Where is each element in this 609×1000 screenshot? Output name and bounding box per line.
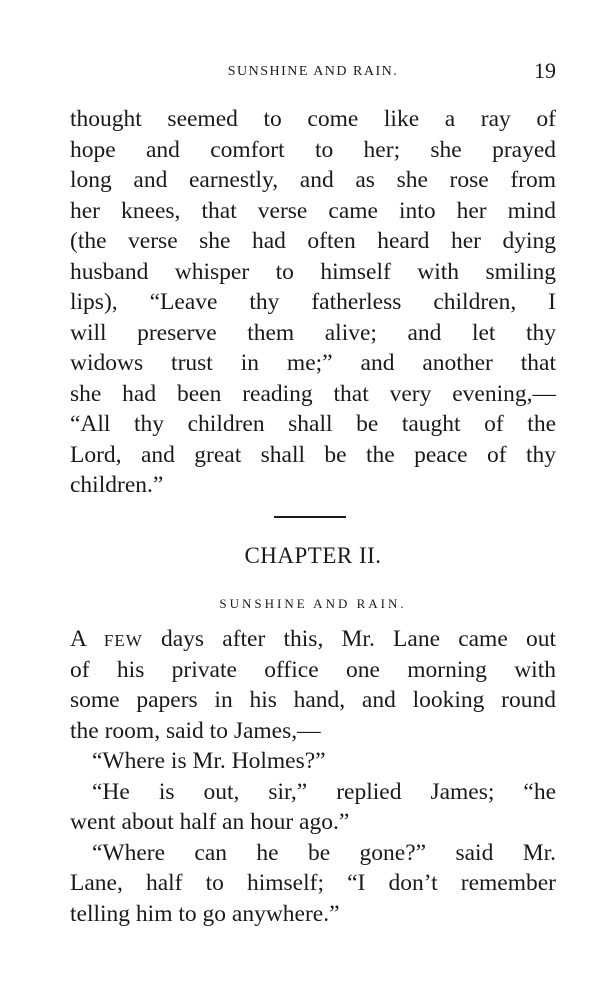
text-line [70, 624, 556, 655]
text-line: she had been reading that very evening,— [70, 380, 556, 407]
text-line: some papers in his hand, and looking round [70, 687, 556, 713]
dialogue-line: went about half an hour ago.” [70, 809, 350, 835]
text-line: (the verse she had often heard her dying [70, 228, 556, 254]
text-line: hope and comfort to her; she prayed [70, 136, 556, 163]
text-line: long and earnestly, and as she rose from [70, 167, 556, 193]
dialogue-block [70, 746, 556, 929]
dialogue-line: “Where can he be gone?” said Mr. [92, 839, 556, 866]
running-header [70, 58, 556, 88]
text-line: will preserve them alive; and let thy [70, 319, 556, 346]
text-line: children.” [70, 472, 164, 498]
paragraph-continuation [70, 104, 556, 501]
running-title: SUNSHINE AND RAIN. [227, 64, 399, 79]
dialogue-line: telling him to go anywhere.” [70, 900, 340, 927]
paragraph-chapter-opening [70, 624, 556, 746]
text-line: thought seemed to come like a ray of [70, 106, 556, 132]
text-line: Lord, and great shall be the peace of thy [70, 441, 556, 468]
opening-word: A [70, 626, 86, 652]
text-line: lips), “Leave thy fatherless children, I [70, 289, 556, 315]
text-line: “All thy children shall be taught of the [70, 411, 556, 437]
opening-line-rest: days after this, Mr. Lane came out [142, 626, 556, 652]
dialogue-line: “He is out, sir,” replied James; “he [92, 778, 556, 805]
chapter-subtitle: SUNSHINE AND RAIN. [219, 596, 407, 611]
dialogue-line: “Where is Mr. Holmes?” [92, 748, 326, 774]
section-divider [274, 516, 346, 518]
chapter-title: CHAPTER II. [244, 543, 382, 568]
text-line: husband whisper to himself with smiling [70, 258, 556, 285]
text-line: widows trust in me;” and another that [70, 350, 556, 376]
dialogue-line: Lane, half to himself; “I don’t remember [70, 870, 556, 896]
text-line: the room, said to James,— [70, 717, 321, 744]
smallcaps-word: FEW [103, 631, 143, 650]
page-number: 19 [534, 58, 556, 83]
text-line: her knees, that verse came into her mind [70, 197, 556, 224]
text-line: of his private office one morning with [70, 656, 556, 683]
